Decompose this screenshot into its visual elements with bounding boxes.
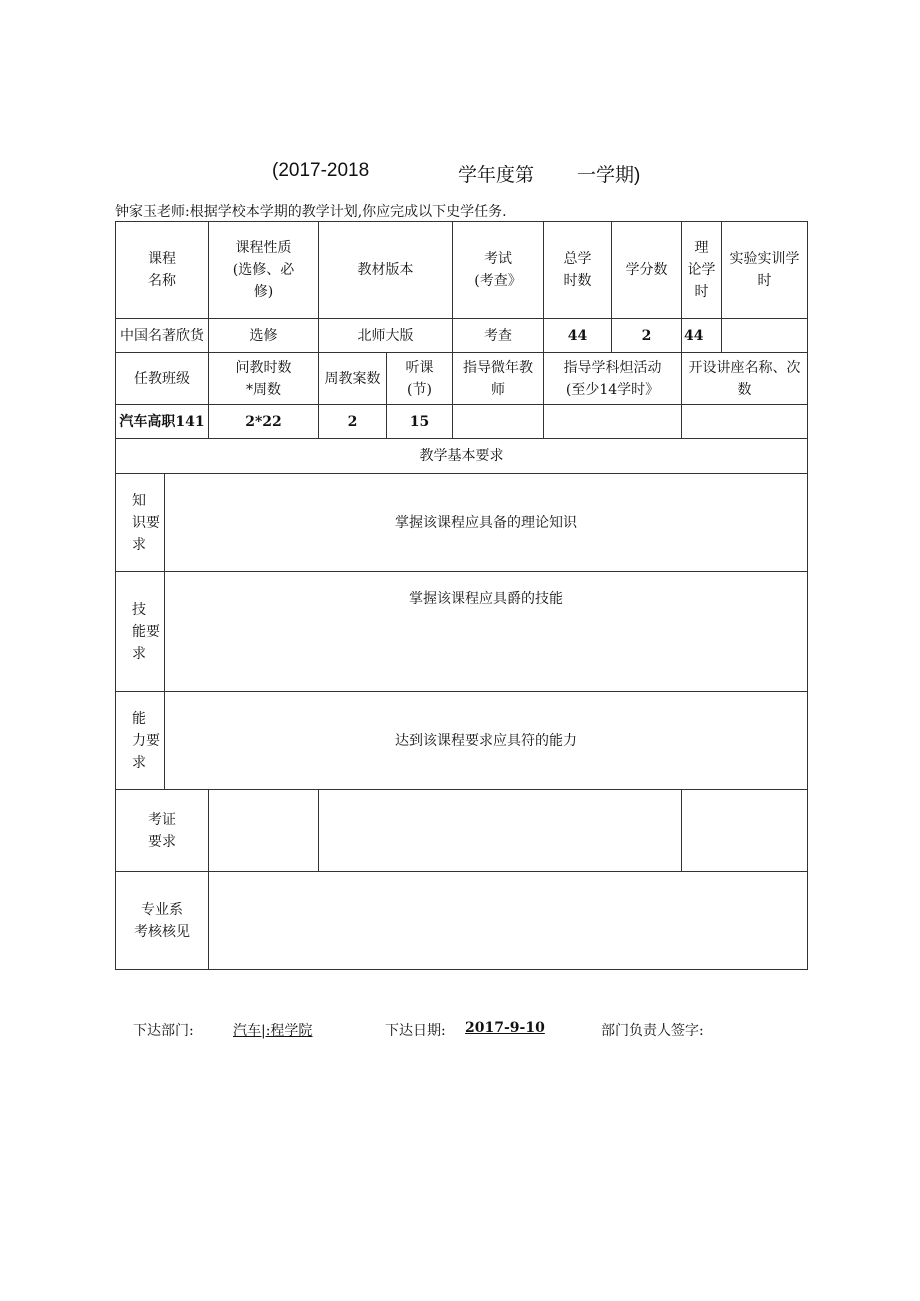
weekly-hours-cell: 2*22: [209, 405, 319, 439]
page-title: [0, 160, 920, 190]
requirements-heading-row: [116, 439, 808, 474]
review-cell: [209, 872, 808, 970]
skill-text: 掌握该课程应具爵的技能: [165, 572, 808, 692]
title-mid: 学年度第: [458, 165, 535, 186]
lectures-cell: [682, 405, 808, 439]
header-exam: 考试 (考查》: [453, 222, 544, 319]
footer: [0, 1020, 920, 1044]
dept-label: 下达部门:: [133, 1023, 194, 1039]
cert-cell-1: [209, 790, 319, 872]
intro-text: 钟家玉老师:根据学校本学期的教学计划,你应完成以下史学任务.: [115, 204, 507, 220]
observe-cell: 15: [387, 405, 453, 439]
header-weekly-hours: 问教时数 *周数: [209, 353, 319, 405]
date-value: 2017-9-10: [465, 1020, 545, 1036]
title-year: (2017-2018: [272, 160, 370, 181]
cert-cell-2: [319, 790, 682, 872]
header-credits: 学分数: [612, 222, 682, 319]
header-course-type: 课程性质 (选修、必 修): [209, 222, 319, 319]
header-theory-hours: 理 论学 时: [682, 222, 722, 319]
class-row: [116, 405, 808, 439]
review-row: [116, 872, 808, 970]
header-lectures: 开设讲座名称、次 数: [682, 353, 808, 405]
total-hours-cell: 44: [544, 319, 612, 353]
header-weekly-plans: 周教案数: [319, 353, 387, 405]
sign-label: 部门负责人签字:: [601, 1023, 704, 1039]
credits-cell: 2: [612, 319, 682, 353]
ability-label: 能 力要 求: [116, 692, 165, 790]
theory-hours-cell: 44: [682, 319, 722, 353]
header-lab-hours: 实验实训学 时: [722, 222, 808, 319]
header-total-hours: 总学 时数: [544, 222, 612, 319]
cert-label: 考证 要求: [116, 790, 209, 872]
ability-row: [116, 692, 808, 790]
knowledge-label: 知 识要 求: [116, 474, 165, 572]
cert-cell-3: [682, 790, 808, 872]
ability-text: 达到该课程要求应具符的能力: [165, 692, 808, 790]
header-guide-young: 指导微年教 师: [453, 353, 544, 405]
title-term: 一学期): [577, 165, 641, 186]
textbook-cell: 北师大版: [319, 319, 453, 353]
review-label: 专业系 考核核见: [116, 872, 209, 970]
knowledge-row: [116, 474, 808, 572]
header-group-activity: 指导学科炟活动 (至少14学时》: [544, 353, 682, 405]
course-type-cell: 选修: [209, 319, 319, 353]
weekly-plans-cell: 2: [319, 405, 387, 439]
date-label: 下达日期:: [385, 1023, 446, 1039]
dept-value: 汽车|:程学院: [233, 1023, 313, 1039]
course-name-cell: 中国名著欣货: [116, 319, 209, 353]
knowledge-text: 掌握该课程应具备的理论知识: [165, 474, 808, 572]
header-row-2: [116, 353, 808, 405]
course-row: [116, 319, 808, 353]
skill-row: [116, 572, 808, 692]
requirements-heading: 教学基本要求: [116, 439, 808, 474]
class-cell: 汽车高职141: [116, 405, 209, 439]
exam-cell: 考查: [453, 319, 544, 353]
cert-row: [116, 790, 808, 872]
guide-young-cell: [453, 405, 544, 439]
header-course-name: 课程 名称: [116, 222, 209, 319]
task-table: [115, 221, 808, 970]
header-observe: 听课 (节): [387, 353, 453, 405]
header-class: 任教班级: [116, 353, 209, 405]
header-row-1: [116, 222, 808, 319]
group-activity-cell: [544, 405, 682, 439]
header-textbook: 教材版本: [319, 222, 453, 319]
skill-label: 技 能要 求: [116, 572, 165, 692]
lab-hours-cell: [722, 319, 808, 353]
